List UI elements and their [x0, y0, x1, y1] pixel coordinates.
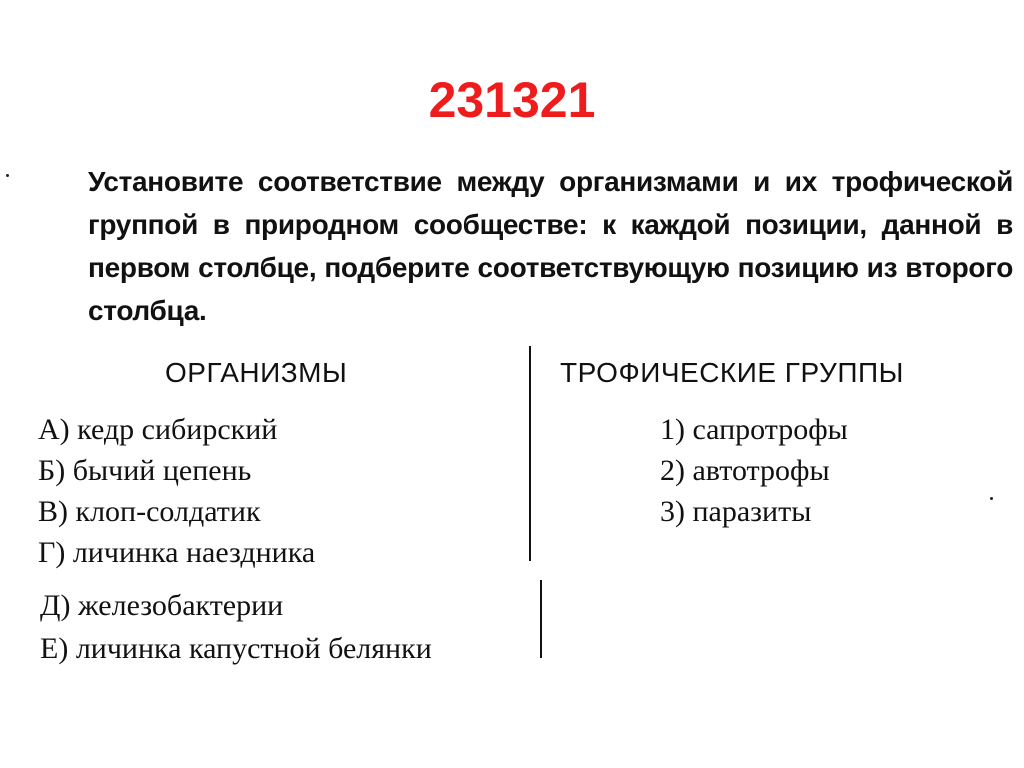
organism-item: Е) личинка капустной белянки: [40, 632, 432, 665]
task-text: Установите соответствие между организмами и их трофической группой в природном сообществе: к каждой позиции, данной в первом столбце, подберите соответствующую позицию из второго столбца.: [88, 166, 1013, 326]
answer-code: 231321: [428, 72, 596, 128]
organism-item: В) клоп-солдатик: [38, 495, 261, 528]
organism-item: А) кедр сибирский: [38, 413, 278, 446]
scan-dot: [6, 174, 9, 177]
column-divider: [529, 346, 531, 561]
organism-item: Г) личинка наездника: [38, 536, 316, 569]
organisms-list: [38, 409, 315, 573]
organism-item: Б) бычий цепень: [38, 454, 252, 487]
scan-dot: [990, 497, 993, 500]
organisms-list-continued: [40, 584, 432, 670]
trophic-groups-list: [660, 409, 848, 532]
trophic-group-item: 2) автотрофы: [660, 454, 830, 487]
organism-item: Д) железобактерии: [40, 589, 284, 622]
trophic-group-item: 3) паразиты: [660, 495, 812, 528]
right-column-header: ТРОФИЧЕСКИЕ ГРУППЫ: [560, 357, 904, 388]
column-divider: [540, 580, 542, 658]
left-column-header: ОРГАНИЗМЫ: [165, 357, 348, 388]
trophic-group-item: 1) сапротрофы: [660, 413, 848, 446]
